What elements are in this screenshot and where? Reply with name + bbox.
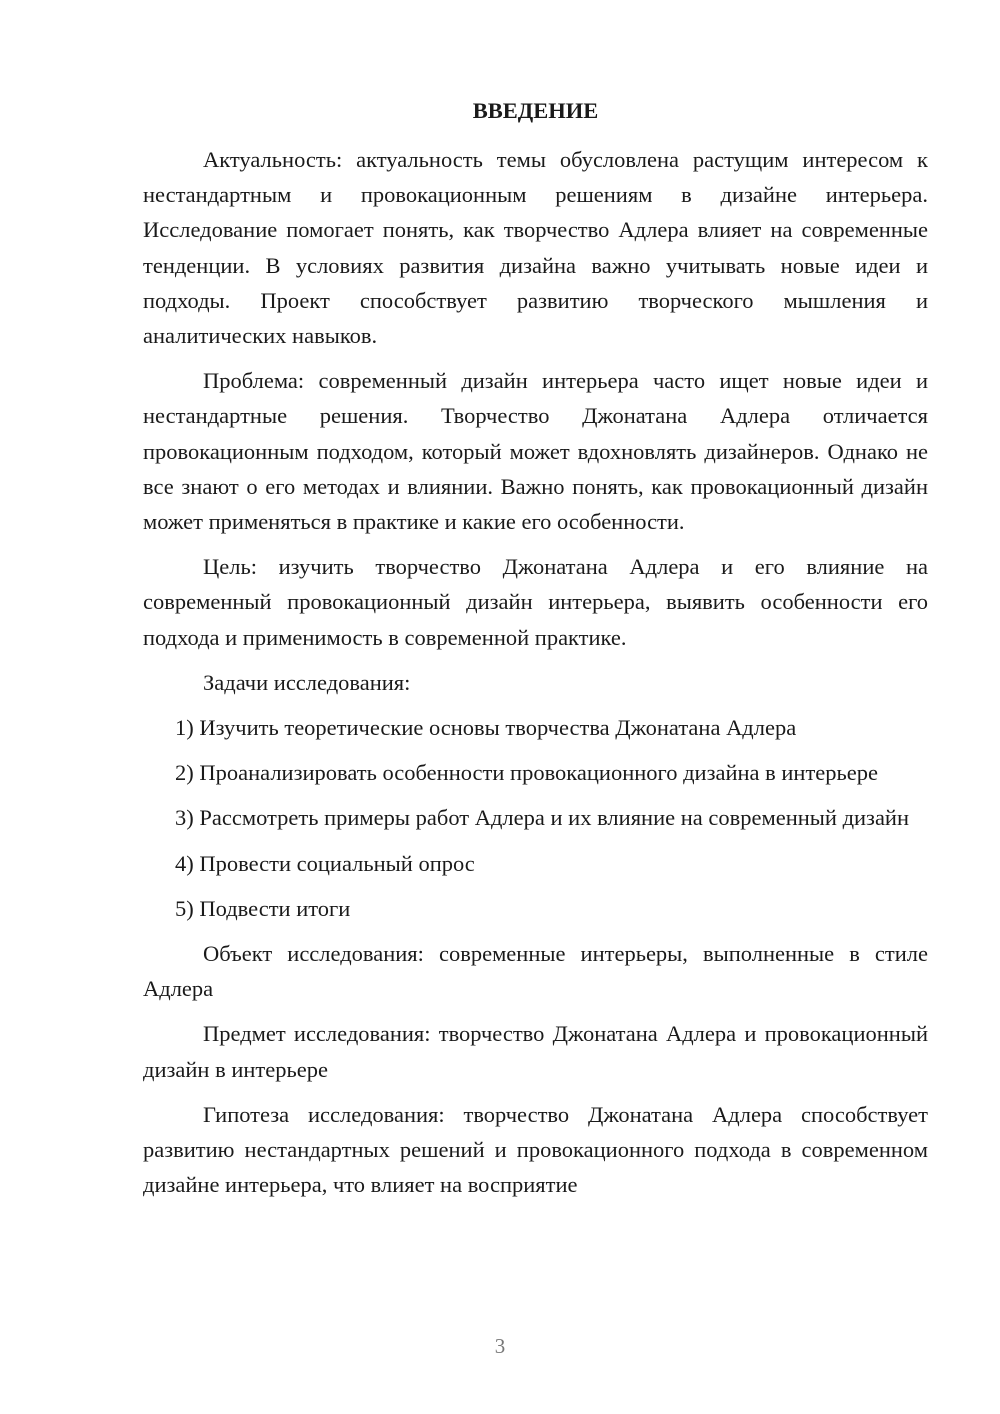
task-item-1: 1) Изучить теоретические основы творчества Джонатана Адлера: [175, 715, 797, 741]
tasks-heading: Задачи исследования:: [203, 669, 411, 695]
relevance-paragraph: Актуальность: актуальность темы обусловлена растущим интересом к нестандартным и провокационным решениям в дизайне интерьера. Исследование помогает понять, как творчество Адлера влияет на современные тенденции. В условиях развития дизайна важно учитывать новые идеи и подходы. Проект способствует развитию творческого мышления и аналитических навыков.: [143, 147, 928, 349]
section-title: ВВЕДЕНИЕ: [472, 98, 599, 123]
problem-paragraph: Проблема: современный дизайн интерьера часто ищет новые идеи и нестандартные решения. Творчество Джонатана Адлера отличается провокационным подходом, который может вдохновлять дизайнеров. Однако не все знают о его методах и влиянии. Важно понять, как провокационный дизайн может применяться в практике и какие его особенности.: [143, 368, 928, 535]
hypothesis-paragraph: Гипотеза исследования: творчество Джонатана Адлера способствует развитию нестандартных решений и провокационного подхода в современном дизайне интерьера, что влияет на восприятие: [143, 1101, 928, 1198]
object-paragraph: Объект исследования: современные интерьеры, выполненные в стиле Адлера: [143, 941, 928, 1002]
page-number: 3: [494, 1334, 506, 1358]
subject-paragraph: Предмет исследования: творчество Джонатана Адлера и провокационный дизайн в интерьере: [143, 1021, 928, 1082]
task-item-3: 3) Рассмотреть примеры работ Адлера и их влияние на современный дизайн: [175, 805, 910, 831]
goal-paragraph: Цель: изучить творчество Джонатана Адлера и его влияние на современный провокационный дизайн интерьера, выявить особенности его подхода и применимость в современной практике.: [143, 554, 928, 650]
task-item-5: 5) Подвести итоги: [175, 895, 351, 921]
task-item-4: 4) Провести социальный опрос: [175, 850, 475, 876]
document-body: [143, 96, 928, 1212]
task-item-2: 2) Проанализировать особенности провокационного дизайна в интерьере: [175, 760, 879, 786]
